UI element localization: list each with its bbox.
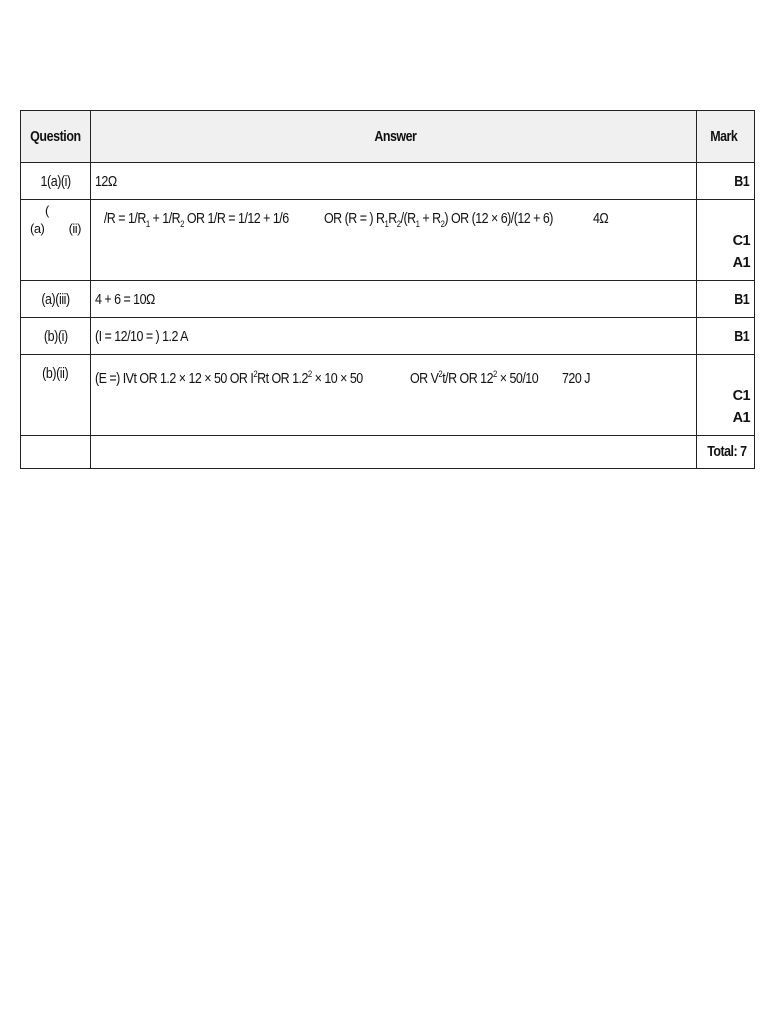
total-row: [21, 436, 755, 469]
question-number: (b)(i): [21, 318, 91, 355]
question-part-a: (a): [30, 221, 45, 236]
table-row: [21, 281, 755, 318]
answer-cell: (I = 12/10 = ) 1.2 A: [91, 318, 697, 355]
answer-line: OR (R = ) $R_1R_2/(R_1 + R_2)$ OR (12 × 6)/(12 + 6): [323, 211, 553, 229]
empty-cell: [91, 436, 697, 469]
answer-cell: [91, 200, 697, 281]
table-row: [21, 163, 755, 200]
question-header: Question: [21, 111, 91, 163]
mark-cell: B1: [697, 318, 755, 355]
table-row: [21, 355, 755, 436]
question-number: (a)(iii): [21, 281, 91, 318]
answer-line: OR $V^2t/R$ OR $12^2 \times 50/10$: [409, 369, 538, 387]
mark-cell: C1 A1: [697, 200, 755, 281]
mark-scheme-table: [20, 110, 755, 469]
mark-cell: B1: [697, 163, 755, 200]
empty-cell: [21, 436, 91, 469]
answer-line: 4Ω: [593, 211, 609, 227]
question-paren: (: [45, 203, 49, 218]
header-row: [21, 111, 755, 163]
answer-line: (E =) IVt OR 1.2 × 12 × 50 OR $I^2Rt$ OR $1.2^2 \times 10 \times 50$: [95, 369, 363, 387]
total-marks: Total: 7: [697, 436, 755, 469]
question-number: [21, 200, 91, 281]
mark-scheme: [20, 110, 751, 469]
answer-line: 720 J: [562, 370, 591, 387]
table-row: [21, 200, 755, 281]
answer-header: Answer: [91, 111, 697, 163]
mark-cell: B1: [697, 281, 755, 318]
answer-cell: 4 + 6 = 10Ω: [91, 281, 697, 318]
question-part-ii: (ii): [68, 221, 81, 236]
question-number: 1(a)(i): [21, 163, 91, 200]
answer-line: $/R = 1/R_1 + 1/R_2$ OR 1/R = 1/12 + 1/6: [103, 211, 289, 229]
answer-cell: [91, 355, 697, 436]
table-row: [21, 318, 755, 355]
question-number: (b)(ii): [21, 355, 91, 436]
mark-cell: C1 A1: [697, 355, 755, 436]
answer-cell: 12Ω: [91, 163, 697, 200]
mark-header: Mark: [697, 111, 755, 163]
